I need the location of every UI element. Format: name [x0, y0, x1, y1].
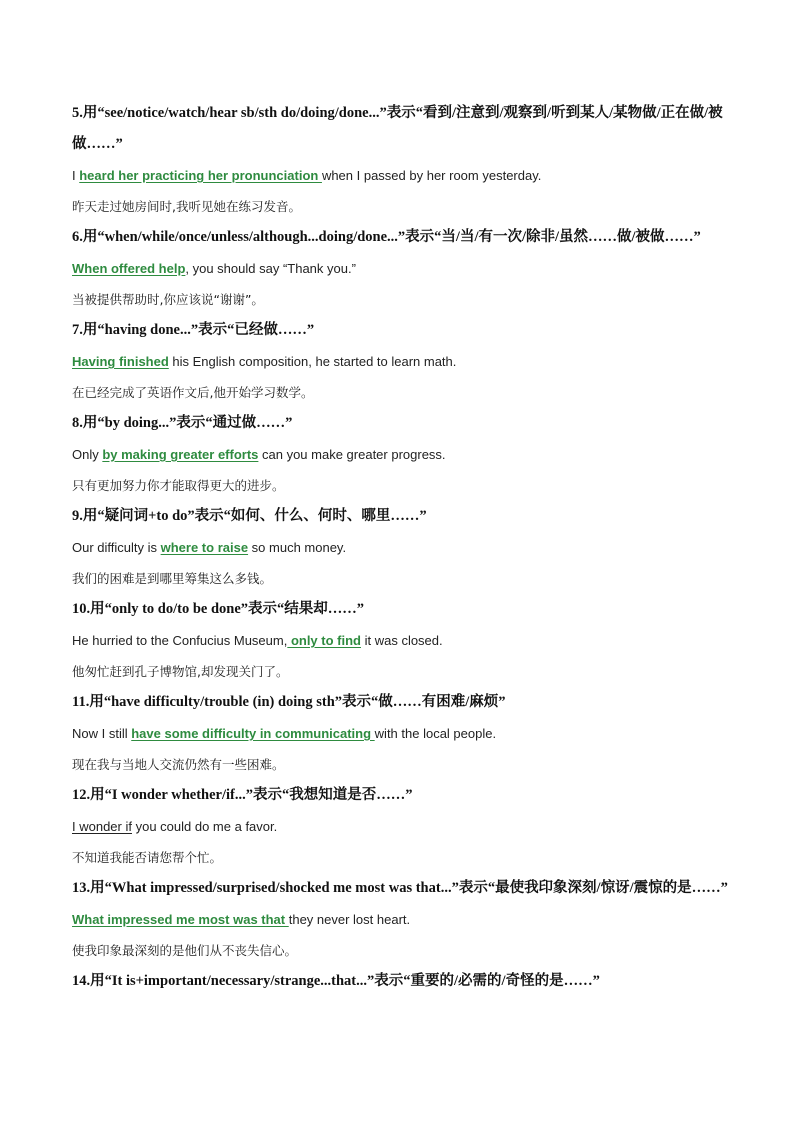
item-heading: 14.用“It is+important/necessary/strange...that...”表示“重要的/必需的/奇怪的是……”	[72, 973, 600, 989]
chinese-translation: 现在我与当地人交流仍然有一些困难。	[72, 757, 285, 772]
item-heading: 9.用“疑问词+to do”表示“如何、什么、何时、哪里……”	[72, 508, 427, 524]
highlighted-phrase: What impressed me most was that	[72, 912, 289, 927]
example-sentence	[72, 811, 732, 842]
item-heading: 12.用“I wonder whether/if...”表示“我想知道是否……”	[72, 787, 413, 803]
chinese-translation: 使我印象最深刻的是他们从不丧失信心。	[72, 943, 298, 958]
highlighted-phrase: where to raise	[160, 540, 249, 555]
highlighted-phrase: Having finished	[72, 354, 169, 369]
example-sentence	[72, 439, 732, 470]
sentence-prefix: He hurried to the Confucius Museum,	[72, 633, 288, 648]
example-sentence	[72, 160, 732, 191]
chinese-translation: 昨天走过她房间时,我听见她在练习发音。	[72, 199, 301, 214]
example-sentence	[72, 532, 732, 563]
example-sentence	[72, 718, 732, 749]
sentence-prefix: Only	[72, 447, 103, 462]
chinese-translation: 只有更加努力你才能取得更大的进步。	[72, 478, 285, 493]
highlighted-phrase: heard her practicing her pronunciation	[79, 168, 322, 183]
sentence-suffix: can you make greater progress.	[258, 447, 446, 462]
chinese-translation: 不知道我能否请您帮个忙。	[72, 850, 223, 865]
chinese-translation: 在已经完成了英语作文后,他开始学习数学。	[72, 385, 314, 400]
sentence-prefix: Now I still	[72, 726, 132, 741]
sentence-suffix: with the local people.	[374, 726, 497, 741]
sentence-suffix: , you should say “Thank you.”	[185, 261, 356, 276]
sentence-suffix: his English composition, he started to learn math.	[168, 354, 457, 369]
sentence-suffix: you could do me a favor.	[131, 819, 278, 834]
sentence-prefix: Our difficulty is	[72, 540, 161, 555]
document-page	[72, 98, 732, 997]
sentence-suffix: it was closed.	[360, 633, 443, 648]
sentence-suffix: they never lost heart.	[288, 912, 411, 927]
chinese-translation: 我们的困难是到哪里筹集这么多钱。	[72, 571, 273, 586]
sentence-suffix: so much money.	[248, 540, 347, 555]
item-heading: 8.用“by doing...”表示“通过做……”	[72, 415, 293, 431]
highlighted-phrase: only to find	[287, 633, 361, 648]
highlighted-phrase: by making greater efforts	[102, 447, 259, 462]
sentence-suffix: when I passed by her room yesterday.	[321, 168, 542, 183]
item-heading: 10.用“only to do/to be done”表示“结果却……”	[72, 601, 365, 617]
example-sentence	[72, 625, 732, 656]
chinese-translation: 他匆忙赶到孔子博物馆,却发现关门了。	[72, 664, 289, 679]
example-sentence	[72, 904, 732, 935]
item-heading: 6.用“when/while/once/unless/although...doing/done...”表示“当/当/有一次/除非/虽然……做/被做……”	[72, 229, 701, 245]
chinese-translation: 当被提供帮助时,你应该说“谢谢”。	[72, 292, 264, 307]
example-sentence	[72, 346, 732, 377]
item-heading: 11.用“have difficulty/trouble (in) doing sth”表示“做……有困难/麻烦”	[72, 694, 506, 710]
item-heading: 13.用“What impressed/surprised/shocked me most was that...”表示“最使我印象深刻/惊讶/震惊的是……”	[72, 880, 728, 896]
item-heading: 5.用“see/notice/watch/hear sb/sth do/doing/done...”表示“看到/注意到/观察到/听到某人/某物做/正在做/被做……”	[72, 105, 723, 152]
item-heading: 7.用“having done...”表示“已经做……”	[72, 322, 315, 338]
example-sentence	[72, 253, 732, 284]
highlighted-phrase: have some difficulty in communicating	[131, 726, 375, 741]
underlined-phrase: I wonder if	[72, 819, 132, 834]
highlighted-phrase: When offered help	[72, 261, 186, 276]
sentence-prefix: I	[72, 168, 80, 183]
